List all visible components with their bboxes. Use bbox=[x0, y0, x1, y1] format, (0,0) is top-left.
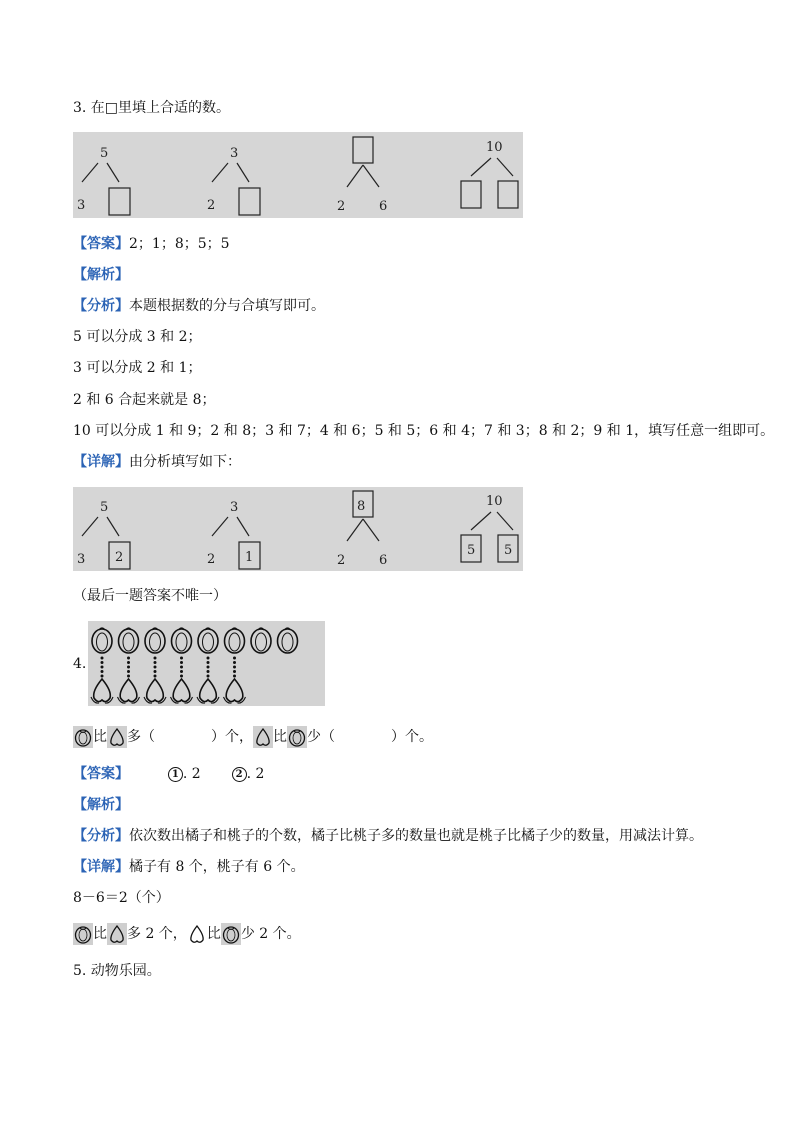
link-dot bbox=[180, 657, 183, 660]
link-dot bbox=[101, 661, 104, 664]
part-left-value: 5 bbox=[467, 543, 476, 558]
answer-text: 2；1；8；5；5 bbox=[129, 236, 230, 252]
branch-right bbox=[363, 519, 379, 541]
peach-5 bbox=[197, 679, 219, 703]
link-dot bbox=[154, 666, 157, 669]
fenxi-text: 本题根据数的分与合填写即可。 bbox=[129, 298, 325, 314]
part-left: 3 bbox=[77, 198, 86, 213]
whole-value: 5 bbox=[100, 500, 109, 515]
link-dot bbox=[233, 666, 236, 669]
peach-icon bbox=[107, 726, 127, 748]
peach-icon bbox=[107, 923, 127, 945]
orange-icon bbox=[73, 726, 93, 748]
part-left: 3 bbox=[77, 552, 86, 567]
link-dot bbox=[233, 657, 236, 660]
link-dot bbox=[154, 675, 157, 678]
part-left: 2 bbox=[337, 199, 346, 214]
detail-tag: 【详解】 bbox=[73, 454, 129, 470]
part-right-box bbox=[109, 188, 130, 215]
q3-line-3: 2 和 6 合起来就是 8； bbox=[73, 392, 216, 408]
whole-value: 3 bbox=[230, 500, 239, 515]
link-dot bbox=[101, 670, 104, 673]
orange-2 bbox=[119, 628, 139, 653]
q3-detail bbox=[73, 452, 241, 472]
branch-right bbox=[363, 165, 379, 187]
answer-tag: 【答案】 bbox=[73, 236, 129, 252]
q3-analysis-tag: 【解析】 bbox=[73, 267, 129, 283]
orange-8 bbox=[278, 628, 298, 653]
part-left: 2 bbox=[207, 198, 216, 213]
orange-6 bbox=[225, 628, 245, 653]
part-right: 6 bbox=[379, 199, 388, 214]
branch-right bbox=[107, 517, 119, 536]
orange-7 bbox=[251, 628, 271, 653]
link-dot bbox=[101, 657, 104, 660]
branch-left bbox=[471, 158, 491, 176]
branch-left bbox=[347, 519, 363, 541]
part-right-box bbox=[498, 181, 518, 208]
branch-left bbox=[471, 512, 491, 530]
branch-left bbox=[212, 517, 228, 536]
number-bond-3 bbox=[337, 491, 387, 568]
part-right-value: 2 bbox=[115, 550, 124, 565]
number-bond-2 bbox=[207, 146, 260, 215]
branch-left bbox=[347, 165, 363, 187]
branch-left bbox=[82, 163, 98, 182]
q3-title: 3. 在□里填上合适的数。 bbox=[73, 100, 231, 116]
branch-right bbox=[237, 163, 249, 182]
branch-right bbox=[107, 163, 119, 182]
orange-3 bbox=[145, 628, 165, 653]
whole-box bbox=[353, 137, 373, 163]
branch-left bbox=[212, 163, 228, 182]
link-dot bbox=[127, 666, 130, 669]
link-dot bbox=[154, 657, 157, 660]
number-bond-1 bbox=[77, 500, 130, 569]
orange-1 bbox=[92, 628, 112, 653]
q3-solved-figure bbox=[73, 487, 523, 571]
number-bond-4 bbox=[461, 140, 518, 208]
part-left: 2 bbox=[337, 553, 346, 568]
link-dot bbox=[180, 670, 183, 673]
branch-right bbox=[497, 512, 513, 530]
branch-left bbox=[82, 517, 98, 536]
orange-icon bbox=[73, 923, 93, 945]
link-dot bbox=[127, 675, 130, 678]
q3-figure bbox=[73, 132, 523, 218]
q3-line-4: 10 可以分成 1 和 9；2 和 8；3 和 7；4 和 6；5 和 5；6 和 4；7 和 3；8 和 2；9 和 1，填写任意一组即可。 bbox=[73, 423, 775, 439]
link-dot bbox=[127, 661, 130, 664]
link-dot bbox=[233, 670, 236, 673]
peach-4 bbox=[171, 679, 193, 703]
orange-icon bbox=[287, 726, 307, 748]
link-dot bbox=[207, 666, 210, 669]
link-dot bbox=[127, 670, 130, 673]
link-dot bbox=[233, 661, 236, 664]
link-dot bbox=[233, 675, 236, 678]
number-bond-2 bbox=[207, 500, 260, 569]
link-dot bbox=[207, 675, 210, 678]
orange-5 bbox=[198, 628, 218, 653]
orange-4 bbox=[172, 628, 192, 653]
fenxi-tag: 【分析】 bbox=[73, 298, 129, 314]
q4-analysis-tag: 【解析】 bbox=[73, 797, 129, 813]
peach-icon bbox=[253, 726, 273, 748]
q3-answer bbox=[73, 234, 230, 254]
part-left: 2 bbox=[207, 552, 216, 567]
link-dot bbox=[101, 675, 104, 678]
link-dot bbox=[101, 666, 104, 669]
circled-2: 2 bbox=[232, 767, 247, 782]
q4-equation: 8－6＝2（个） bbox=[73, 890, 170, 906]
part-left-box bbox=[461, 181, 481, 208]
q4-detail: 【详解】橘子有 8 个，桃子有 6 个。 bbox=[73, 859, 305, 875]
circled-1: 1 bbox=[168, 767, 183, 782]
link-dot bbox=[127, 657, 130, 660]
branch-right bbox=[237, 517, 249, 536]
number-bond-3 bbox=[337, 137, 387, 214]
peach-1 bbox=[91, 679, 113, 703]
whole-value: 10 bbox=[486, 140, 503, 155]
number-bond-4 bbox=[461, 494, 518, 562]
branch-right bbox=[497, 158, 513, 176]
part-right-value: 1 bbox=[245, 550, 254, 565]
peach-2 bbox=[118, 679, 140, 703]
link-dot bbox=[180, 666, 183, 669]
peach-icon bbox=[187, 923, 207, 945]
peach-6 bbox=[224, 679, 246, 703]
link-dot bbox=[154, 661, 157, 664]
q3-fenxi bbox=[73, 296, 325, 316]
link-dot bbox=[180, 661, 183, 664]
whole-value: 3 bbox=[230, 146, 239, 161]
number-bond-1 bbox=[77, 146, 130, 215]
whole-value: 10 bbox=[486, 494, 503, 509]
link-dot bbox=[207, 670, 210, 673]
link-dot bbox=[154, 670, 157, 673]
q4-fenxi: 【分析】依次数出橘子和桃子的个数，橘子比桃子多的数量也就是桃子比橘子少的数量，用减法计算。 bbox=[73, 828, 703, 844]
q4-answer: 【答案】 1 . 2 2 . 2 bbox=[73, 766, 265, 782]
link-dot bbox=[207, 661, 210, 664]
q4-conclusion: 比 多 2 个， 比 少 2 个。 bbox=[73, 923, 301, 945]
q4-number: 4. bbox=[73, 656, 87, 672]
link-dot bbox=[207, 657, 210, 660]
q4-prompt: 比 多（ ）个， 比 少（ ）个。 bbox=[73, 726, 433, 748]
whole-value: 5 bbox=[100, 146, 109, 161]
q4-fruit-figure bbox=[88, 621, 325, 706]
part-right-box bbox=[239, 188, 260, 215]
part-right-value: 5 bbox=[504, 543, 513, 558]
answer-tag: 【答案】 bbox=[73, 766, 129, 782]
q3-note: （最后一题答案不唯一） bbox=[73, 588, 227, 604]
peach-3 bbox=[144, 679, 166, 703]
q3-line-1: 5 可以分成 3 和 2； bbox=[73, 329, 202, 345]
part-right: 6 bbox=[379, 553, 388, 568]
detail-text: 由分析填写如下： bbox=[129, 454, 241, 470]
q5-title: 5. 动物乐园。 bbox=[73, 963, 161, 979]
q3-line-2: 3 可以分成 2 和 1； bbox=[73, 360, 202, 376]
orange-icon bbox=[221, 923, 241, 945]
whole-value: 8 bbox=[357, 499, 366, 514]
link-dot bbox=[180, 675, 183, 678]
